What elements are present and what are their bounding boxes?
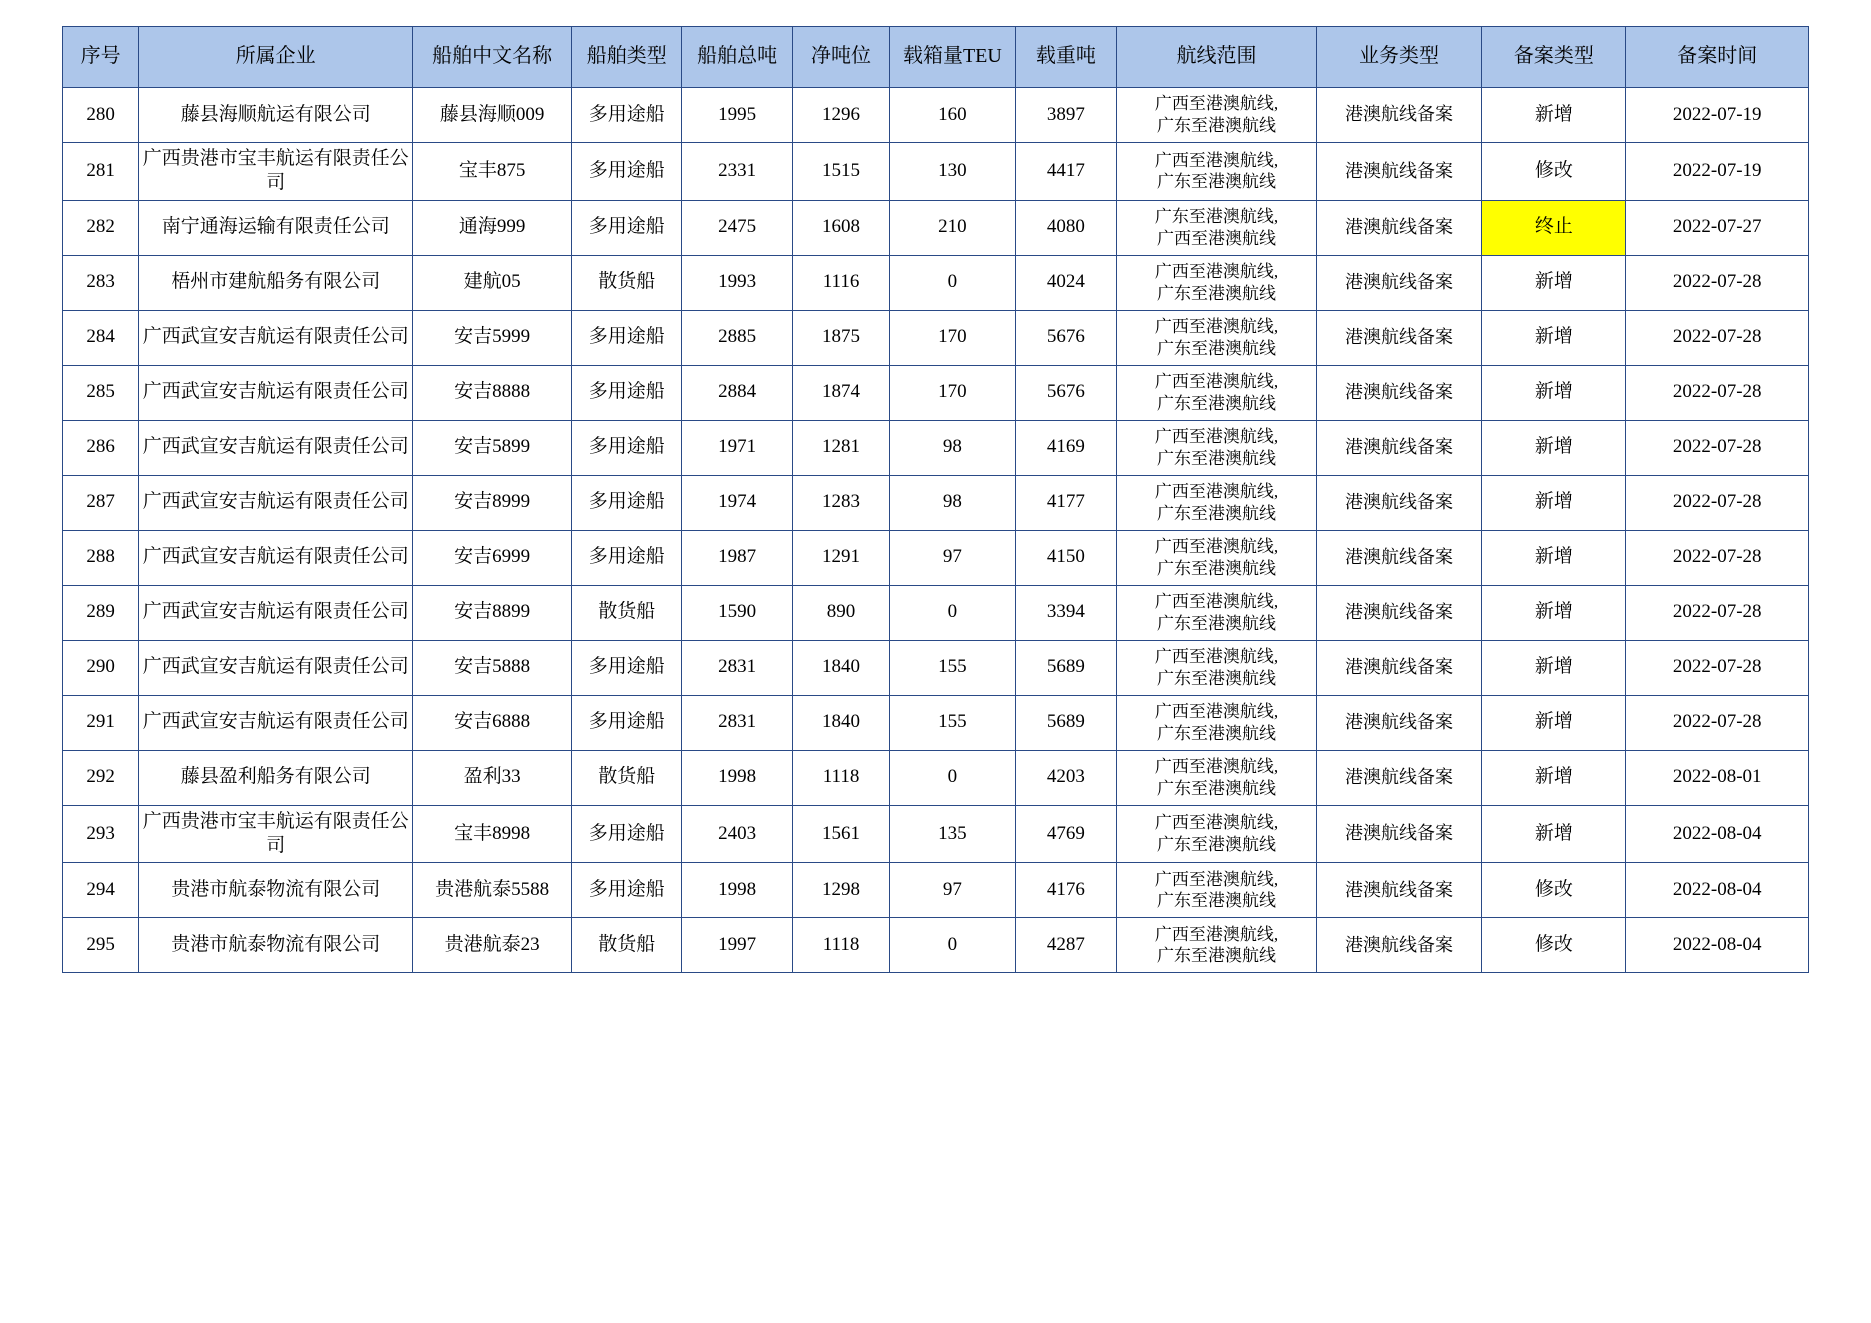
cell-ship-type: 多用途船 xyxy=(572,640,682,695)
route-line-2: 广东至港澳航线 xyxy=(1157,172,1277,192)
route-line-1: 广西至港澳航线, xyxy=(1154,869,1279,889)
cell-ship-name: 宝丰875 xyxy=(413,143,572,201)
route-line-2: 广东至港澳航线 xyxy=(1157,778,1277,798)
cell-company: 藤县盈利船务有限公司 xyxy=(139,750,413,805)
cell-ship-name: 宝丰8998 xyxy=(413,805,572,863)
cell-record-type: 新增 xyxy=(1482,585,1626,640)
cell-record-date: 2022-07-28 xyxy=(1626,695,1809,750)
cell-record-date: 2022-07-28 xyxy=(1626,475,1809,530)
cell-ship-name: 安吉6999 xyxy=(413,530,572,585)
cell-teu: 0 xyxy=(890,750,1015,805)
cell-ship-type: 散货船 xyxy=(572,255,682,310)
cell-record-date: 2022-08-04 xyxy=(1626,918,1809,973)
cell-gross-tonnage: 1993 xyxy=(682,255,792,310)
cell-dwt: 5676 xyxy=(1015,310,1117,365)
cell-business-type: 港澳航线备案 xyxy=(1316,530,1481,585)
cell-company: 广西武宣安吉航运有限责任公司 xyxy=(139,365,413,420)
route-line-1: 广西至港澳航线, xyxy=(1154,261,1279,281)
cell-net-tonnage: 890 xyxy=(792,585,890,640)
cell-index: 285 xyxy=(63,365,139,420)
route-line-1: 广西至港澳航线, xyxy=(1154,924,1279,944)
cell-index: 280 xyxy=(63,88,139,143)
cell-net-tonnage: 1118 xyxy=(792,918,890,973)
cell-record-type: 新增 xyxy=(1482,805,1626,863)
column-header-ship-type: 船舶类型 xyxy=(572,27,682,88)
table-row xyxy=(63,530,1809,585)
route-line-1: 广西至港澳航线, xyxy=(1154,426,1279,446)
cell-business-type: 港澳航线备案 xyxy=(1316,640,1481,695)
cell-gross-tonnage: 1987 xyxy=(682,530,792,585)
route-line-1: 广西至港澳航线, xyxy=(1154,94,1279,114)
cell-dwt: 4150 xyxy=(1015,530,1117,585)
route-line-1: 广西至港澳航线, xyxy=(1154,813,1279,833)
cell-gross-tonnage: 1998 xyxy=(682,863,792,918)
cell-record-type: 新增 xyxy=(1482,365,1626,420)
cell-record-date: 2022-07-28 xyxy=(1626,365,1809,420)
cell-business-type: 港澳航线备案 xyxy=(1316,918,1481,973)
cell-gross-tonnage: 2831 xyxy=(682,640,792,695)
cell-ship-type: 多用途船 xyxy=(572,200,682,255)
route-line-2: 广东至港澳航线 xyxy=(1157,116,1277,135)
cell-net-tonnage: 1875 xyxy=(792,310,890,365)
cell-dwt: 4203 xyxy=(1015,750,1117,805)
route-line-1: 广西至港澳航线, xyxy=(1154,646,1279,666)
cell-route xyxy=(1117,863,1316,918)
cell-ship-name: 贵港航泰23 xyxy=(413,918,572,973)
cell-ship-name: 安吉5899 xyxy=(413,420,572,475)
column-header-route: 航线范围 xyxy=(1117,27,1316,88)
cell-index: 284 xyxy=(63,310,139,365)
cell-net-tonnage: 1298 xyxy=(792,863,890,918)
route-line-2: 广东至港澳航线 xyxy=(1157,668,1277,688)
table-row xyxy=(63,255,1809,310)
cell-record-type: 修改 xyxy=(1482,143,1626,201)
cell-company: 南宁通海运输有限责任公司 xyxy=(139,200,413,255)
cell-ship-name: 安吉8899 xyxy=(413,585,572,640)
cell-record-type: 新增 xyxy=(1482,475,1626,530)
cell-ship-name: 通海999 xyxy=(413,200,572,255)
cell-ship-name: 安吉5999 xyxy=(413,310,572,365)
cell-ship-type: 多用途船 xyxy=(572,530,682,585)
cell-company: 广西武宣安吉航运有限责任公司 xyxy=(139,310,413,365)
cell-index: 292 xyxy=(63,750,139,805)
cell-ship-type: 多用途船 xyxy=(572,365,682,420)
cell-gross-tonnage: 2331 xyxy=(682,143,792,201)
cell-record-date: 2022-07-28 xyxy=(1626,530,1809,585)
table-body xyxy=(63,88,1809,973)
cell-route xyxy=(1117,420,1316,475)
cell-record-type: 新增 xyxy=(1482,88,1626,143)
cell-record-date: 2022-07-28 xyxy=(1626,585,1809,640)
column-header-index: 序号 xyxy=(63,27,139,88)
cell-route xyxy=(1117,365,1316,420)
cell-dwt: 4177 xyxy=(1015,475,1117,530)
cell-record-type: 新增 xyxy=(1482,310,1626,365)
route-line-2: 广东至港澳航线 xyxy=(1157,946,1277,966)
cell-route xyxy=(1117,530,1316,585)
cell-index: 295 xyxy=(63,918,139,973)
cell-route xyxy=(1117,805,1316,863)
cell-company: 贵港市航泰物流有限公司 xyxy=(139,918,413,973)
cell-teu: 135 xyxy=(890,805,1015,863)
table-row xyxy=(63,143,1809,201)
column-header-net-tonnage: 净吨位 xyxy=(792,27,890,88)
cell-dwt: 5689 xyxy=(1015,640,1117,695)
cell-business-type: 港澳航线备案 xyxy=(1316,695,1481,750)
cell-record-date: 2022-08-04 xyxy=(1626,805,1809,863)
cell-business-type: 港澳航线备案 xyxy=(1316,863,1481,918)
cell-route xyxy=(1117,695,1316,750)
cell-index: 294 xyxy=(63,863,139,918)
table-row xyxy=(63,805,1809,863)
cell-net-tonnage: 1283 xyxy=(792,475,890,530)
column-header-company: 所属企业 xyxy=(139,27,413,88)
cell-ship-type: 多用途船 xyxy=(572,475,682,530)
cell-teu: 0 xyxy=(890,255,1015,310)
cell-teu: 210 xyxy=(890,200,1015,255)
cell-dwt: 3394 xyxy=(1015,585,1117,640)
table-header-row xyxy=(63,27,1809,88)
route-line-1: 广西至港澳航线, xyxy=(1154,756,1279,776)
cell-teu: 98 xyxy=(890,420,1015,475)
cell-ship-name: 安吉5888 xyxy=(413,640,572,695)
route-line-2: 广东至港澳航线 xyxy=(1157,834,1277,854)
cell-record-type: 新增 xyxy=(1482,255,1626,310)
cell-record-date: 2022-07-19 xyxy=(1626,143,1809,201)
cell-company: 广西贵港市宝丰航运有限责任公司 xyxy=(139,143,413,201)
cell-teu: 0 xyxy=(890,585,1015,640)
cell-company: 广西武宣安吉航运有限责任公司 xyxy=(139,695,413,750)
cell-record-date: 2022-07-27 xyxy=(1626,200,1809,255)
cell-index: 289 xyxy=(63,585,139,640)
cell-dwt: 5676 xyxy=(1015,365,1117,420)
route-line-2: 广东至港澳航线 xyxy=(1157,338,1277,358)
table-row xyxy=(63,420,1809,475)
table-row xyxy=(63,365,1809,420)
table-row xyxy=(63,585,1809,640)
cell-gross-tonnage: 1995 xyxy=(682,88,792,143)
cell-record-type: 新增 xyxy=(1482,420,1626,475)
cell-company: 广西武宣安吉航运有限责任公司 xyxy=(139,585,413,640)
column-header-record-type: 备案类型 xyxy=(1482,27,1626,88)
cell-route xyxy=(1117,475,1316,530)
cell-dwt: 5689 xyxy=(1015,695,1117,750)
cell-net-tonnage: 1118 xyxy=(792,750,890,805)
cell-route xyxy=(1117,585,1316,640)
cell-index: 282 xyxy=(63,200,139,255)
cell-ship-type: 多用途船 xyxy=(572,310,682,365)
column-header-record-date: 备案时间 xyxy=(1626,27,1809,88)
cell-route xyxy=(1117,310,1316,365)
cell-ship-type: 多用途船 xyxy=(572,863,682,918)
cell-ship-name: 贵港航泰5588 xyxy=(413,863,572,918)
cell-ship-name: 建航05 xyxy=(413,255,572,310)
cell-net-tonnage: 1840 xyxy=(792,695,890,750)
table-row xyxy=(63,200,1809,255)
table-row xyxy=(63,863,1809,918)
cell-company: 藤县海顺航运有限公司 xyxy=(139,88,413,143)
cell-company: 贵港市航泰物流有限公司 xyxy=(139,863,413,918)
cell-record-type: 修改 xyxy=(1482,863,1626,918)
cell-ship-type: 散货船 xyxy=(572,585,682,640)
cell-ship-name: 藤县海顺009 xyxy=(413,88,572,143)
route-line-2: 广东至港澳航线 xyxy=(1157,613,1277,633)
cell-company: 广西武宣安吉航运有限责任公司 xyxy=(139,475,413,530)
route-line-2: 广东至港澳航线 xyxy=(1157,448,1277,468)
cell-record-type: 修改 xyxy=(1482,918,1626,973)
route-line-2: 广东至港澳航线 xyxy=(1157,891,1277,911)
cell-gross-tonnage: 1997 xyxy=(682,918,792,973)
cell-index: 286 xyxy=(63,420,139,475)
cell-net-tonnage: 1608 xyxy=(792,200,890,255)
route-line-2: 广东至港澳航线 xyxy=(1157,558,1277,578)
cell-dwt: 4769 xyxy=(1015,805,1117,863)
table-header xyxy=(63,27,1809,88)
cell-record-type: 新增 xyxy=(1482,750,1626,805)
route-line-1: 广东至港澳航线, xyxy=(1154,206,1279,226)
cell-business-type: 港澳航线备案 xyxy=(1316,88,1481,143)
cell-net-tonnage: 1291 xyxy=(792,530,890,585)
cell-gross-tonnage: 2885 xyxy=(682,310,792,365)
table-row xyxy=(63,640,1809,695)
column-header-dwt: 载重吨 xyxy=(1015,27,1117,88)
cell-company: 广西贵港市宝丰航运有限责任公司 xyxy=(139,805,413,863)
cell-business-type: 港澳航线备案 xyxy=(1316,310,1481,365)
cell-business-type: 港澳航线备案 xyxy=(1316,255,1481,310)
cell-teu: 97 xyxy=(890,863,1015,918)
cell-route xyxy=(1117,750,1316,805)
cell-record-date: 2022-07-28 xyxy=(1626,640,1809,695)
route-line-2: 广东至港澳航线 xyxy=(1157,723,1277,743)
column-header-ship-name: 船舶中文名称 xyxy=(413,27,572,88)
cell-gross-tonnage: 2403 xyxy=(682,805,792,863)
column-header-gross-tonnage: 船舶总吨 xyxy=(682,27,792,88)
cell-ship-name: 盈利33 xyxy=(413,750,572,805)
cell-dwt: 4176 xyxy=(1015,863,1117,918)
column-header-teu: 载箱量TEU xyxy=(890,27,1015,88)
cell-dwt: 4024 xyxy=(1015,255,1117,310)
cell-gross-tonnage: 2884 xyxy=(682,365,792,420)
route-line-1: 广西至港澳航线, xyxy=(1154,591,1279,611)
cell-record-type: 终止 xyxy=(1482,200,1626,255)
cell-teu: 160 xyxy=(890,88,1015,143)
table-row xyxy=(63,88,1809,143)
cell-route xyxy=(1117,143,1316,201)
cell-route xyxy=(1117,255,1316,310)
route-line-1: 广西至港澳航线, xyxy=(1154,701,1279,721)
cell-net-tonnage: 1561 xyxy=(792,805,890,863)
route-line-2: 广东至港澳航线 xyxy=(1157,393,1277,413)
cell-route xyxy=(1117,918,1316,973)
route-line-2: 广东至港澳航线 xyxy=(1157,503,1277,523)
cell-company: 广西武宣安吉航运有限责任公司 xyxy=(139,640,413,695)
cell-index: 291 xyxy=(63,695,139,750)
table-row xyxy=(63,310,1809,365)
cell-index: 293 xyxy=(63,805,139,863)
cell-gross-tonnage: 2831 xyxy=(682,695,792,750)
table-row xyxy=(63,695,1809,750)
cell-company: 广西武宣安吉航运有限责任公司 xyxy=(139,530,413,585)
cell-record-type: 新增 xyxy=(1482,530,1626,585)
cell-dwt: 3897 xyxy=(1015,88,1117,143)
cell-index: 288 xyxy=(63,530,139,585)
route-line-1: 广西至港澳航线, xyxy=(1154,316,1279,336)
cell-business-type: 港澳航线备案 xyxy=(1316,200,1481,255)
route-line-1: 广西至港澳航线, xyxy=(1154,150,1279,170)
cell-teu: 170 xyxy=(890,365,1015,420)
cell-record-date: 2022-07-19 xyxy=(1626,88,1809,143)
cell-business-type: 港澳航线备案 xyxy=(1316,143,1481,201)
cell-ship-type: 多用途船 xyxy=(572,805,682,863)
cell-gross-tonnage: 1998 xyxy=(682,750,792,805)
route-line-2: 广西至港澳航线 xyxy=(1157,228,1277,248)
route-line-1: 广西至港澳航线, xyxy=(1154,536,1279,556)
cell-net-tonnage: 1515 xyxy=(792,143,890,201)
route-line-2: 广东至港澳航线 xyxy=(1157,283,1277,303)
route-line-1: 广西至港澳航线, xyxy=(1154,481,1279,501)
cell-record-date: 2022-07-28 xyxy=(1626,310,1809,365)
cell-business-type: 港澳航线备案 xyxy=(1316,750,1481,805)
cell-dwt: 4080 xyxy=(1015,200,1117,255)
cell-company: 梧州市建航船务有限公司 xyxy=(139,255,413,310)
cell-company: 广西武宣安吉航运有限责任公司 xyxy=(139,420,413,475)
table-row xyxy=(63,918,1809,973)
cell-record-date: 2022-07-28 xyxy=(1626,420,1809,475)
cell-dwt: 4169 xyxy=(1015,420,1117,475)
column-header-business-type: 业务类型 xyxy=(1316,27,1481,88)
cell-index: 283 xyxy=(63,255,139,310)
cell-gross-tonnage: 1971 xyxy=(682,420,792,475)
cell-ship-type: 多用途船 xyxy=(572,695,682,750)
table-row xyxy=(63,475,1809,530)
cell-record-date: 2022-08-01 xyxy=(1626,750,1809,805)
cell-record-date: 2022-08-04 xyxy=(1626,863,1809,918)
cell-business-type: 港澳航线备案 xyxy=(1316,805,1481,863)
cell-ship-type: 多用途船 xyxy=(572,143,682,201)
cell-gross-tonnage: 2475 xyxy=(682,200,792,255)
cell-teu: 155 xyxy=(890,695,1015,750)
cell-ship-type: 散货船 xyxy=(572,918,682,973)
cell-route xyxy=(1117,640,1316,695)
table-row xyxy=(63,750,1809,805)
cell-net-tonnage: 1296 xyxy=(792,88,890,143)
cell-ship-type: 散货船 xyxy=(572,750,682,805)
cell-record-date: 2022-07-28 xyxy=(1626,255,1809,310)
cell-gross-tonnage: 1590 xyxy=(682,585,792,640)
cell-teu: 97 xyxy=(890,530,1015,585)
cell-dwt: 4417 xyxy=(1015,143,1117,201)
route-line-1: 广西至港澳航线, xyxy=(1154,371,1279,391)
cell-record-type: 新增 xyxy=(1482,640,1626,695)
cell-index: 287 xyxy=(63,475,139,530)
cell-dwt: 4287 xyxy=(1015,918,1117,973)
cell-index: 290 xyxy=(63,640,139,695)
cell-net-tonnage: 1281 xyxy=(792,420,890,475)
cell-teu: 0 xyxy=(890,918,1015,973)
cell-route xyxy=(1117,88,1316,143)
cell-net-tonnage: 1840 xyxy=(792,640,890,695)
cell-net-tonnage: 1116 xyxy=(792,255,890,310)
ship-record-table xyxy=(62,26,1809,973)
cell-business-type: 港澳航线备案 xyxy=(1316,585,1481,640)
cell-teu: 155 xyxy=(890,640,1015,695)
cell-teu: 170 xyxy=(890,310,1015,365)
cell-index: 281 xyxy=(63,143,139,201)
cell-record-type: 新增 xyxy=(1482,695,1626,750)
cell-ship-type: 多用途船 xyxy=(572,420,682,475)
cell-teu: 130 xyxy=(890,143,1015,201)
cell-ship-name: 安吉8999 xyxy=(413,475,572,530)
cell-business-type: 港澳航线备案 xyxy=(1316,475,1481,530)
cell-ship-name: 安吉6888 xyxy=(413,695,572,750)
cell-ship-name: 安吉8888 xyxy=(413,365,572,420)
cell-route xyxy=(1117,200,1316,255)
cell-teu: 98 xyxy=(890,475,1015,530)
cell-gross-tonnage: 1974 xyxy=(682,475,792,530)
cell-business-type: 港澳航线备案 xyxy=(1316,365,1481,420)
cell-business-type: 港澳航线备案 xyxy=(1316,420,1481,475)
cell-ship-type: 多用途船 xyxy=(572,88,682,143)
cell-net-tonnage: 1874 xyxy=(792,365,890,420)
